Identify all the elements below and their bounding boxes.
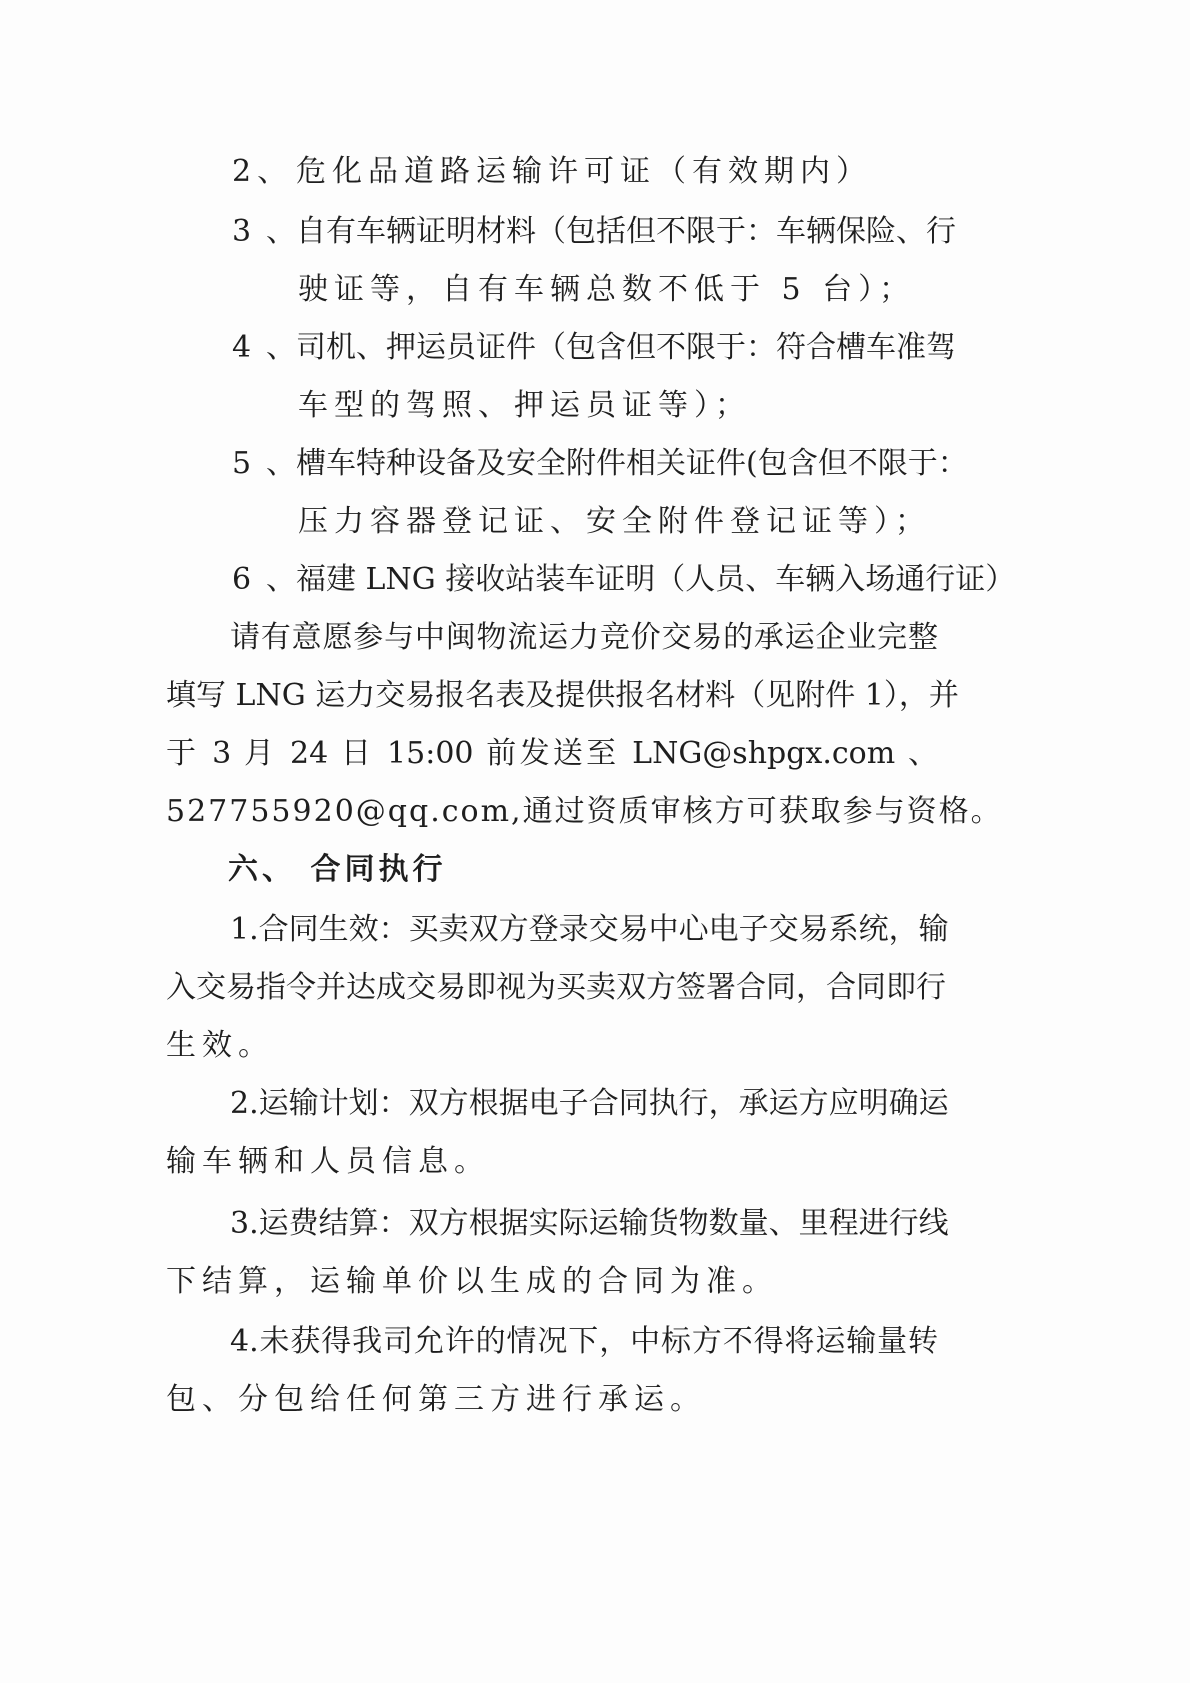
requirement-text: 危化品道路运输许可证（有效期内） xyxy=(296,154,872,189)
requirement-item-3 xyxy=(232,212,956,252)
contract-item-3: 3.运费结算：双方根据实际运输货物数量、里程进行线 xyxy=(230,1206,949,1241)
requirement-text: 车型的驾照、押运员证等）； xyxy=(298,388,751,423)
requirement-text: 压力容器登记证、安全附件登记证等）； xyxy=(298,504,931,539)
requirement-item-4 xyxy=(232,328,956,368)
requirement-item-5 xyxy=(232,444,968,484)
list-number: 6、 xyxy=(232,562,296,597)
contract-item-2-continued: 输车辆和人员信息。 xyxy=(166,1144,490,1179)
list-number: 4、 xyxy=(232,330,296,365)
registration-paragraph-line-1: 请有意愿参与中闽物流运力竞价交易的承运企业完整 xyxy=(230,620,938,655)
contract-item-1: 1.合同生效：买卖双方登录交易中心电子交易系统，输 xyxy=(230,912,949,947)
requirement-item-5-continued xyxy=(298,502,931,542)
list-number: 3、 xyxy=(232,214,296,249)
contract-item-4: 4.未获得我司允许的情况下，中标方不得将运输量转 xyxy=(230,1324,938,1359)
requirement-text: 福建 LNG 接收站装车证明（人员、车辆入场通行证） xyxy=(296,562,1016,597)
requirement-text: 司机、押运员证件（包含但不限于：符合槽车准驾 xyxy=(296,330,956,365)
requirement-item-3-continued xyxy=(298,270,915,310)
registration-paragraph-line-2: 填写 LNG 运力交易报名表及提供报名材料（见附件 1），并 xyxy=(166,678,959,713)
registration-paragraph-line-3: 于 3 月 24 日 15:00 前发送至 LNG@shpgx.com 、 xyxy=(166,736,938,771)
requirement-text: 槽车特种设备及安全附件相关证件(包含但不限于： xyxy=(296,446,968,481)
section-heading: 六、 合同执行 xyxy=(228,852,447,887)
requirement-item-4-continued xyxy=(298,386,751,426)
list-number: 2、 xyxy=(232,154,294,189)
registration-paragraph-line-4: 527755920@qq.com,通过资质审核方可获取参与资格。 xyxy=(166,794,1003,829)
requirement-text: 驶证等，自有车辆总数不低于 5 台）； xyxy=(298,272,916,307)
contract-item-3-continued: 下结算，运输单价以生成的合同为准。 xyxy=(166,1264,778,1299)
requirement-item-2 xyxy=(232,152,872,192)
requirement-text: 自有车辆证明材料（包括但不限于：车辆保险、行 xyxy=(296,214,956,249)
list-number: 5、 xyxy=(232,446,296,481)
contract-item-2: 2.运输计划：双方根据电子合同执行，承运方应明确运 xyxy=(230,1086,949,1121)
contract-item-1-continued: 入交易指令并达成交易即视为买卖双方签署合同，合同即行 xyxy=(166,970,946,1005)
requirement-item-6 xyxy=(232,560,1016,600)
contract-item-4-continued: 包、分包给任何第三方进行承运。 xyxy=(166,1382,706,1417)
contract-item-1-continued: 生效。 xyxy=(166,1028,274,1063)
